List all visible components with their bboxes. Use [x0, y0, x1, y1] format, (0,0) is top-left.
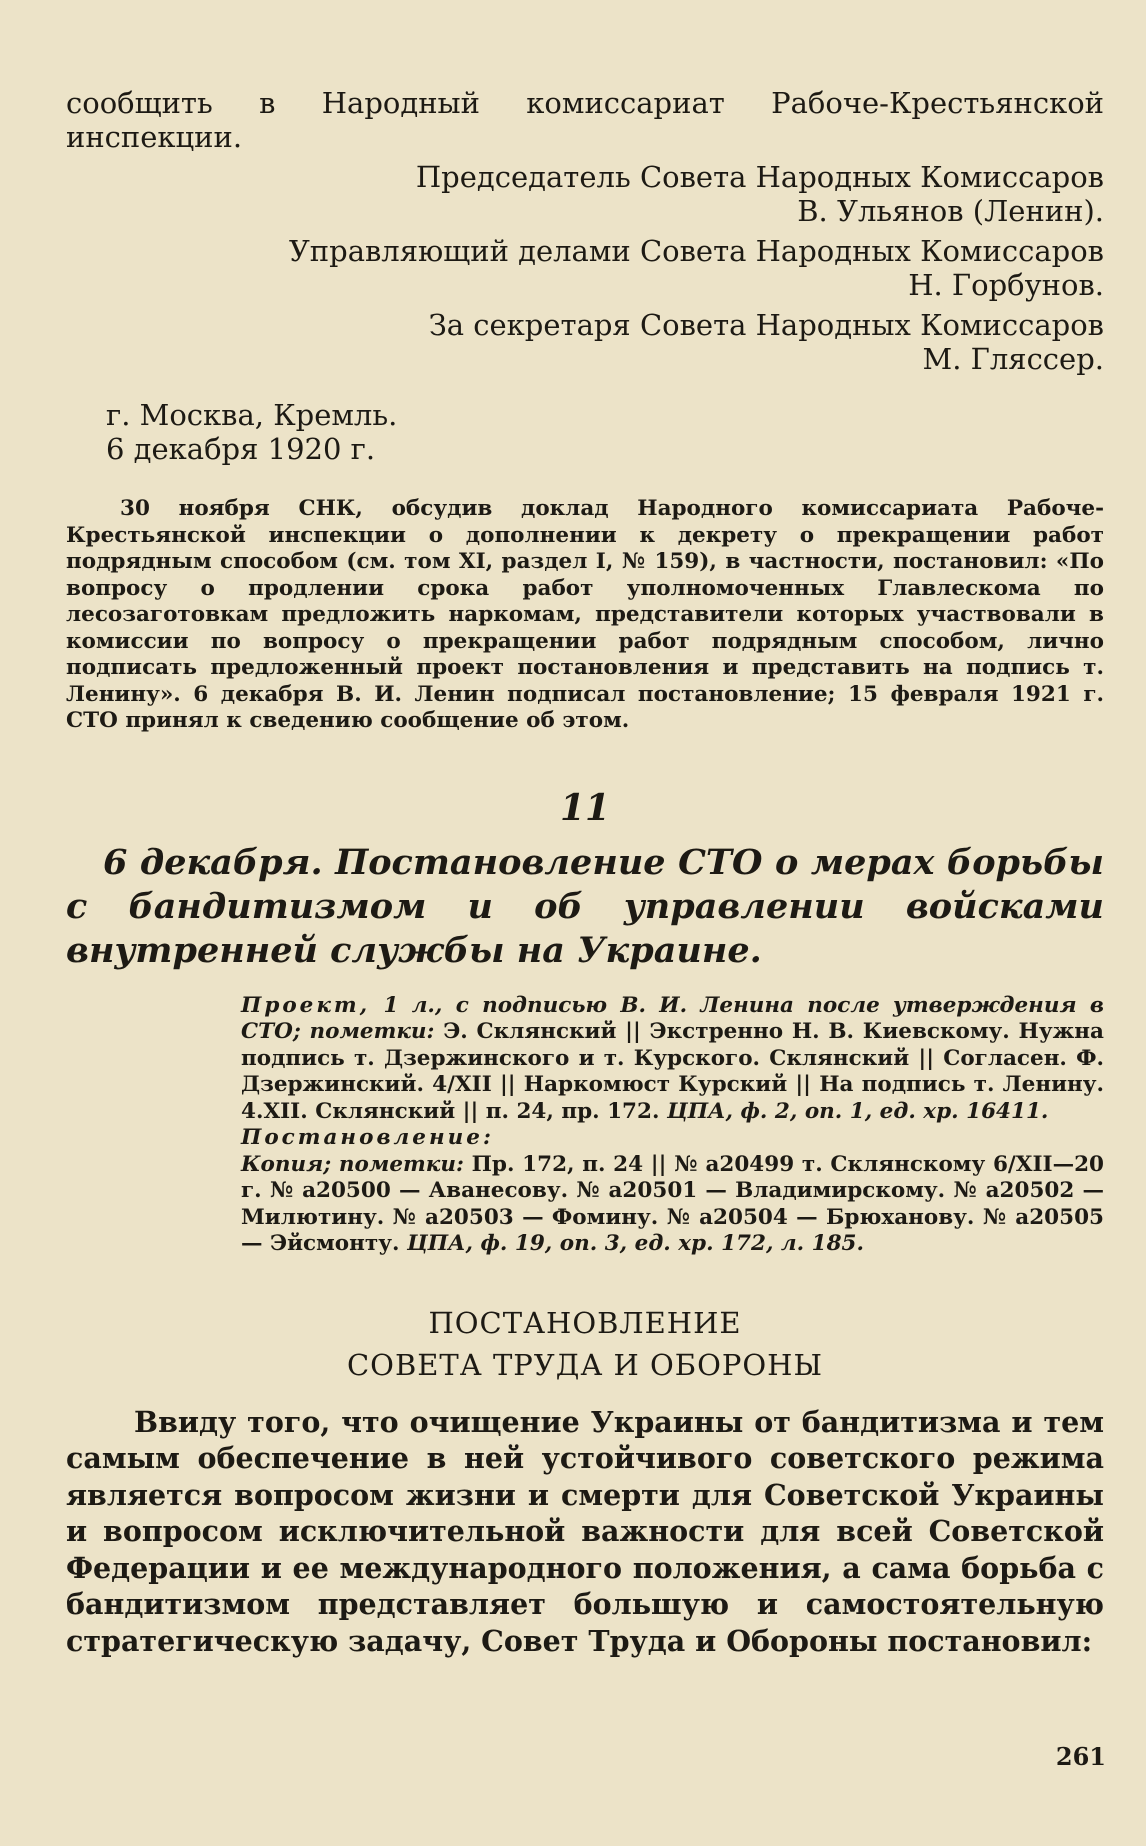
decree-body: Ввиду того, что очищение Украины от бандитизма и тем самым обеспечение в ней устойчивого советского режима является вопросом жизни и смерти для Советской Украины и вопросом исключительной важности для всей Советской Федерации и ее международного положения, а сама борьба с бандитизмом представляет большую и самостоятельную стратегическую задачу, Совет Труда и Обороны постановил:: [66, 1404, 1104, 1658]
document-title: 6 декабря. Постановление СТО о мерах борьбы с бандитизмом и об управлении войсками внутренней службы на Украине.: [66, 841, 1104, 971]
archival-decree: [241, 1125, 1104, 1152]
project-reference: ЦПА, ф. 2, оп. 1, ед. хр. 16411.: [666, 1098, 1049, 1124]
place-date-block: [106, 398, 1104, 466]
signature-title: За секретаря Совета Народных Комиссаров: [428, 308, 1104, 342]
decree-label: Постановление:: [241, 1125, 494, 1150]
archival-copy: [241, 1152, 1104, 1258]
copy-reference: ЦПА, ф. 19, оп. 3, ед. хр. 172, л. 185.: [406, 1231, 864, 1256]
signature-title: Председатель Совета Народных Комиссаров: [415, 160, 1104, 194]
opening-paragraph: сообщить в Народный комиссариат Рабоче-Крестьянской инспекции.: [66, 86, 1104, 154]
project-label: Проект,: [241, 992, 371, 1018]
signature-name: М. Гляссер.: [922, 342, 1104, 376]
date-line: 6 декабря 1920 г.: [106, 432, 376, 466]
project-notes: Э. Склянский || Экстренно Н. В. Киевскому. Нужна подпись т. Дзержинского и т. Курского. Склянский || Согласен. Ф. Дзержинский. 4/XII || Наркомюст Курский || На подпись т. Ленину. 4.XII. Склянский || п. 24, пр. 172.: [241, 1019, 1104, 1124]
project-description: 1 л., с подписью В. И. Ленина после утверждения в СТО; пометки:: [241, 992, 1104, 1044]
signature-block-2: [66, 234, 1104, 302]
editorial-note: 30 ноября СНК, обсудив доклад Народного комиссариата Рабоче-Крестьянской инспекции о дополнении к декрету о прекращении работ подрядным способом (см. том XI, раздел I, № 159), в частности, постановил: «По вопросу о продлении срока работ уполномоченных Главлескома по лесозаготовкам предложить наркомам, представители которых участвовали в комиссии по вопросу о прекращении работ подрядным способом, лично подписать предложенный проект постановления и представить на подпись т. Ленину». 6 декабря В. И. Ленин подписал постановление; 15 февраля 1921 г. СТО принял к сведению сообщение об этом.: [66, 496, 1104, 733]
copy-notes: Пр. 172, п. 24 || № а20499 т. Склянскому 6/XII—20 г. № а20500 — Аванесову. № а20501 — Владимирскому. № а20502 — Милютину. № а20503 — Фомину. № а20504 — Брюханову. № а20505 — Эйсмонту.: [241, 1151, 1104, 1256]
page-column: [66, 86, 1104, 1659]
archival-project: [241, 993, 1104, 1126]
decree-heading: [66, 1302, 1104, 1386]
page-number: 261: [1055, 1742, 1106, 1771]
signature-name: Н. Горбунов.: [908, 268, 1104, 302]
copy-description: Копия; пометки:: [241, 1151, 464, 1177]
signature-block-3: [66, 308, 1104, 376]
heading-line-2: СОВЕТА ТРУДА И ОБОРОНЫ: [346, 1347, 824, 1382]
signature-block-1: [66, 160, 1104, 228]
signature-title: Управляющий делами Совета Народных Комиссаров: [288, 234, 1104, 268]
signature-name: В. Ульянов (Ленин).: [797, 194, 1104, 228]
heading-line-1: ПОСТАНОВЛЕНИЕ: [428, 1305, 742, 1340]
document-number: 11: [559, 786, 611, 829]
place-line: г. Москва, Кремль.: [106, 398, 398, 432]
archival-info: [241, 993, 1104, 1258]
